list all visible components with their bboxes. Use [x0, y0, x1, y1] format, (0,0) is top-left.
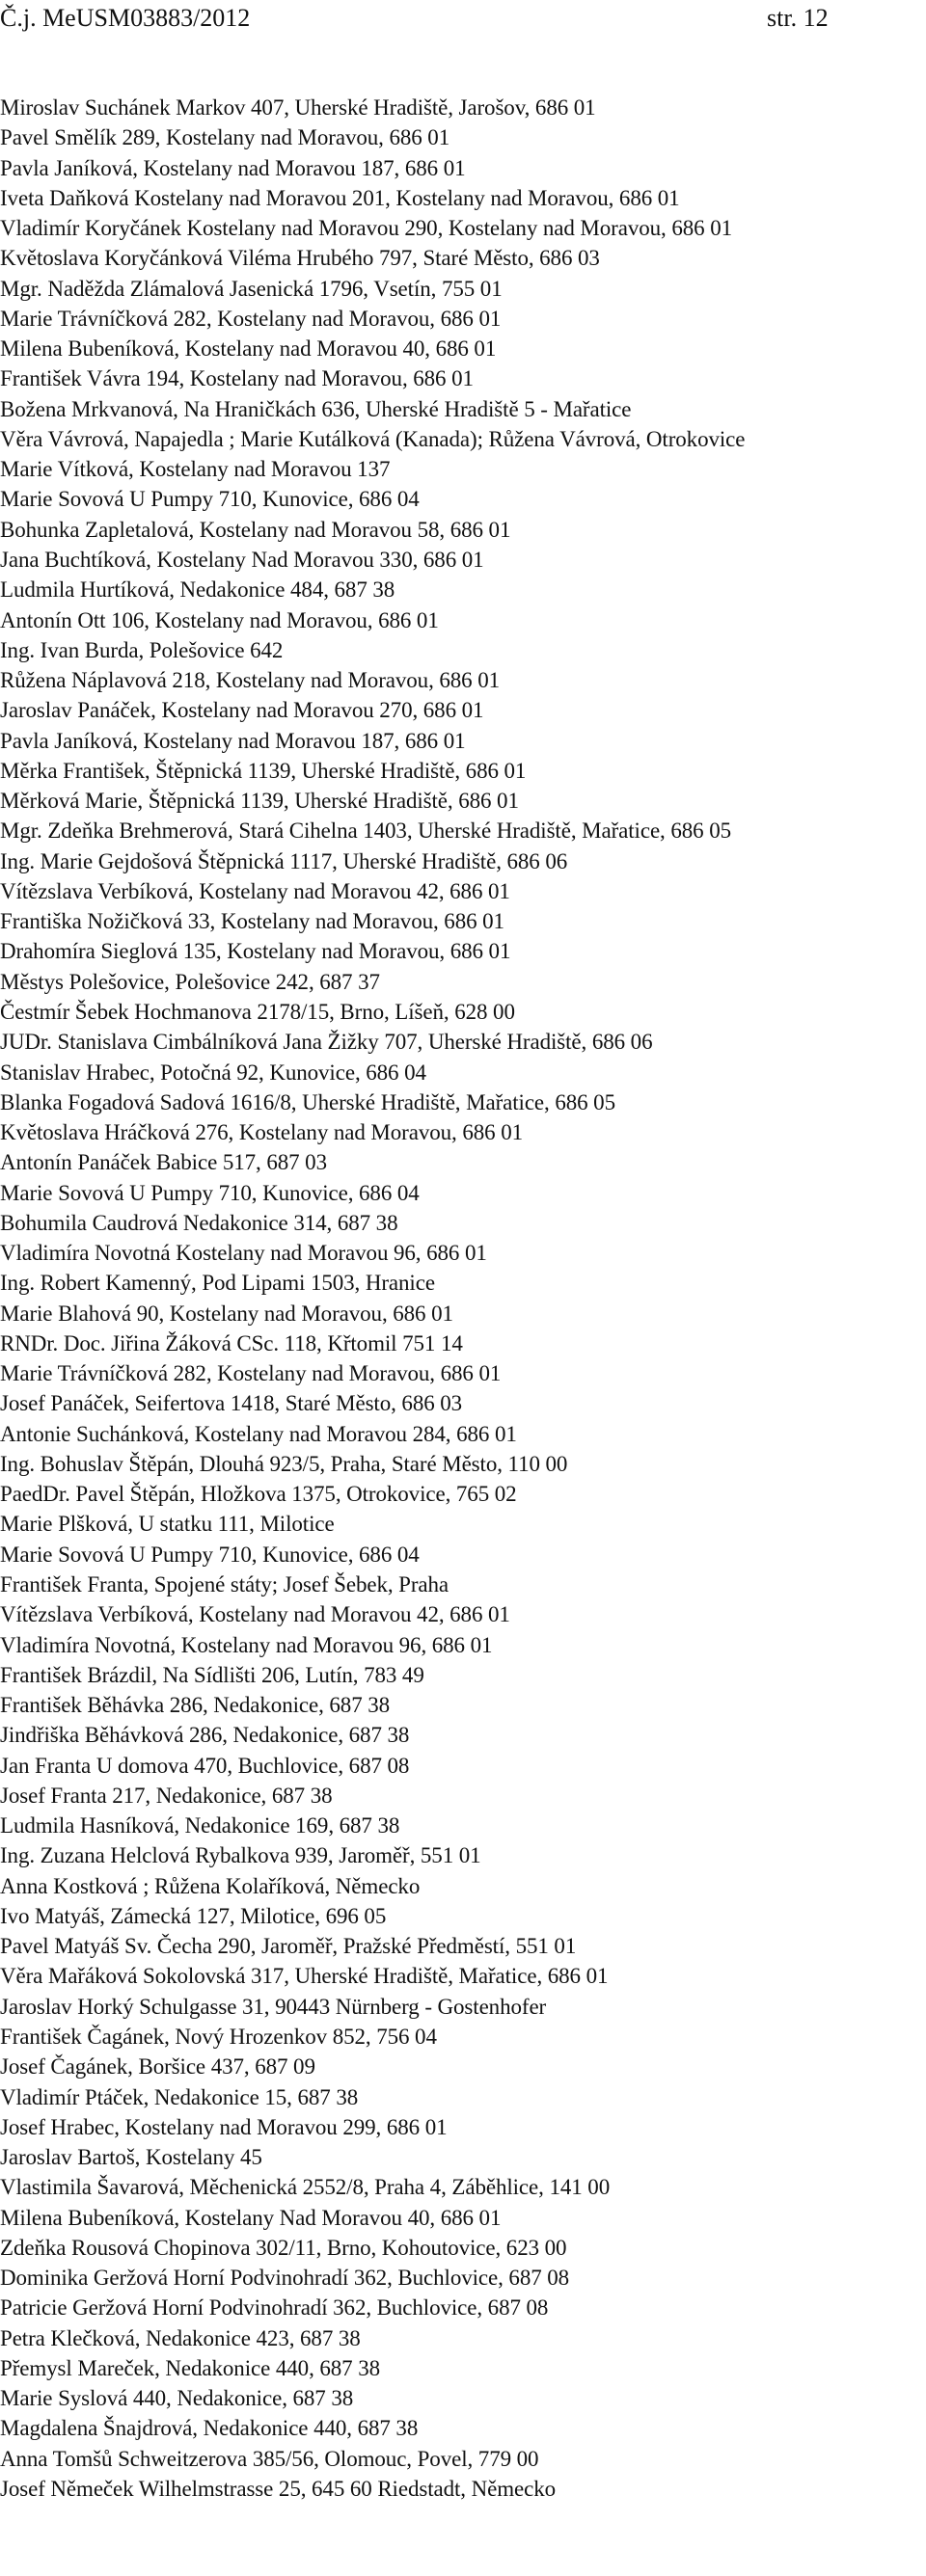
address-entry: Jan Franta U domova 470, Buchlovice, 687 08 — [0, 1753, 410, 1778]
address-entry: Anna Kostková ; Růžena Kolaříková, Německo — [0, 1873, 421, 1898]
address-entry: Pavel Matyáš Sv. Čecha 290, Jaroměř, Pražské Předměstí, 551 01 — [0, 1934, 577, 1959]
page-number: str. 12 — [767, 4, 829, 32]
address-entry: Vítězslava Verbíková, Kostelany nad Moravou 42, 686 01 — [0, 1602, 510, 1627]
address-entry: Marie Blahová 90, Kostelany nad Moravou, 686 01 — [0, 1301, 453, 1326]
address-entry: František Franta, Spojené státy; Josef Šebek, Praha — [0, 1572, 449, 1597]
address-entry: Ing. Robert Kamenný, Pod Lipami 1503, Hranice — [0, 1271, 435, 1296]
address-entry: Marie Vítková, Kostelany nad Moravou 137 — [0, 457, 391, 482]
address-entry: Bohunka Zapletalová, Kostelany nad Moravou 58, 686 01 — [0, 517, 511, 542]
address-entry: Mgr. Zdeňka Brehmerová, Stará Cihelna 1403, Uherské Hradiště, Mařatice, 686 05 — [0, 818, 732, 844]
address-entry: Přemysl Mareček, Nedakonice 440, 687 38 — [0, 2355, 381, 2380]
address-entry: Květoslava Hráčková 276, Kostelany nad Moravou, 686 01 — [0, 1120, 523, 1145]
address-entry: Blanka Fogadová Sadová 1616/8, Uherské Hradiště, Mařatice, 686 05 — [0, 1089, 615, 1114]
address-list — [0, 93, 926, 2504]
address-entry: Pavla Janíková, Kostelany nad Moravou 187, 686 01 — [0, 728, 466, 753]
address-entry: Miroslav Suchánek Markov 407, Uherské Hradiště, Jarošov, 686 01 — [0, 95, 596, 120]
address-entry: Magdalena Šnajdrová, Nedakonice 440, 687 38 — [0, 2416, 419, 2441]
address-entry: Marie Sovová U Pumpy 710, Kunovice, 686 04 — [0, 1542, 420, 1567]
address-entry: Ivo Matyáš, Zámecká 127, Milotice, 696 05 — [0, 1903, 387, 1928]
address-entry: Jaroslav Horký Schulgasse 31, 90443 Nürnberg - Gostenhofer — [0, 1994, 547, 2019]
address-entry: Ing. Bohuslav Štěpán, Dlouhá 923/5, Praha, Staré Město, 110 00 — [0, 1451, 568, 1476]
address-entry: Vítězslava Verbíková, Kostelany nad Moravou 42, 686 01 — [0, 878, 510, 903]
address-entry: Ing. Marie Gejdošová Štěpnická 1117, Uherské Hradiště, 686 06 — [0, 848, 568, 873]
address-entry: Marie Trávníčková 282, Kostelany nad Moravou, 686 01 — [0, 1361, 502, 1386]
address-entry: Josef Panáček, Seifertova 1418, Staré Město, 686 03 — [0, 1391, 463, 1416]
address-entry: Mgr. Naděžda Zlámalová Jasenická 1796, Vsetín, 755 01 — [0, 276, 503, 301]
address-entry: Měrková Marie, Štěpnická 1139, Uherské Hradiště, 686 01 — [0, 789, 519, 814]
address-entry: Ing. Zuzana Helclová Rybalkova 939, Jaroměř, 551 01 — [0, 1843, 481, 1868]
address-entry: Marie Sovová U Pumpy 710, Kunovice, 686 04 — [0, 487, 420, 512]
address-entry: Josef Hrabec, Kostelany nad Moravou 299, 686 01 — [0, 2114, 448, 2139]
address-entry: Božena Mrkvanová, Na Hraničkách 636, Uherské Hradiště 5 - Mařatice — [0, 396, 632, 421]
address-entry: Patricie Geržová Horní Podvinohradí 362, Buchlovice, 687 08 — [0, 2295, 549, 2321]
address-entry: Stanislav Hrabec, Potočná 92, Kunovice, 686 04 — [0, 1060, 426, 1085]
address-entry: Františka Nožičková 33, Kostelany nad Moravou, 686 01 — [0, 909, 504, 934]
address-entry: Měrka František, Štěpnická 1139, Uherské Hradiště, 686 01 — [0, 758, 527, 783]
address-entry: Ludmila Hurtíková, Nedakonice 484, 687 38 — [0, 577, 395, 603]
address-entry: Ludmila Hasníková, Nedakonice 169, 687 38 — [0, 1813, 400, 1838]
address-entry: Dominika Geržová Horní Podvinohradí 362, Buchlovice, 687 08 — [0, 2266, 570, 2291]
address-entry: Josef Franta 217, Nedakonice, 687 38 — [0, 1783, 333, 1808]
page-header — [0, 4, 926, 42]
address-entry: Marie Trávníčková 282, Kostelany nad Moravou, 686 01 — [0, 306, 502, 331]
address-entry: Ing. Ivan Burda, Polešovice 642 — [0, 637, 284, 662]
address-entry: František Brázdil, Na Sídlišti 206, Lutín, 783 49 — [0, 1662, 424, 1687]
address-entry: Vlastimila Šavarová, Měchenická 2552/8, Praha 4, Záběhlice, 141 00 — [0, 2175, 611, 2200]
address-entry: Pavel Smělík 289, Kostelany nad Moravou, 686 01 — [0, 125, 450, 150]
address-entry: Marie Syslová 440, Nedakonice, 687 38 — [0, 2386, 354, 2411]
address-entry: RNDr. Doc. Jiřina Žáková CSc. 118, Křtomil 751 14 — [0, 1330, 463, 1355]
address-entry: Marie Plšková, U statku 111, Milotice — [0, 1512, 335, 1537]
address-entry: Růžena Náplavová 218, Kostelany nad Moravou, 686 01 — [0, 668, 501, 693]
address-entry: František Vávra 194, Kostelany nad Moravou, 686 01 — [0, 366, 474, 391]
address-entry: Zdeňka Rousová Chopinova 302/11, Brno, Kohoutovice, 623 00 — [0, 2235, 567, 2260]
address-entry: Pavla Janíková, Kostelany nad Moravou 187, 686 01 — [0, 155, 466, 180]
address-entry: Milena Bubeníková, Kostelany nad Moravou 40, 686 01 — [0, 336, 497, 362]
address-entry: Josef Němeček Wilhelmstrasse 25, 645 60 Riedstadt, Německo — [0, 2476, 557, 2501]
address-entry: Květoslava Koryčánková Viléma Hrubého 797, Staré Město, 686 03 — [0, 246, 600, 271]
address-entry: Městys Polešovice, Polešovice 242, 687 37 — [0, 969, 380, 994]
address-entry: Iveta Daňková Kostelany nad Moravou 201, Kostelany nad Moravou, 686 01 — [0, 185, 680, 210]
address-entry: Jana Buchtíková, Kostelany Nad Moravou 330, 686 01 — [0, 547, 484, 572]
address-entry: Antonie Suchánková, Kostelany nad Moravou 284, 686 01 — [0, 1421, 517, 1446]
document-reference: Č.j. MeUSM03883/2012 — [0, 4, 251, 32]
address-entry: Čestmír Šebek Hochmanova 2178/15, Brno, Líšeň, 628 00 — [0, 999, 515, 1024]
address-entry: Bohumila Caudrová Nedakonice 314, 687 38 — [0, 1210, 398, 1235]
address-entry: Petra Klečková, Nedakonice 423, 687 38 — [0, 2325, 361, 2350]
address-entry: Jaroslav Bartoš, Kostelany 45 — [0, 2145, 262, 2170]
address-entry: Antonín Panáček Babice 517, 687 03 — [0, 1150, 327, 1175]
address-entry: Vladimíra Novotná, Kostelany nad Moravou 96, 686 01 — [0, 1632, 493, 1657]
address-entry: Josef Čagánek, Boršice 437, 687 09 — [0, 2054, 315, 2080]
address-entry: Drahomíra Sieglová 135, Kostelany nad Moravou, 686 01 — [0, 939, 511, 964]
address-entry: Jindřiška Běhávková 286, Nedakonice, 687 38 — [0, 1723, 410, 1748]
address-entry: Věra Mařáková Sokolovská 317, Uherské Hradiště, Mařatice, 686 01 — [0, 1964, 609, 1989]
address-entry: Vladimír Koryčánek Kostelany nad Moravou 290, Kostelany nad Moravou, 686 01 — [0, 216, 733, 241]
address-entry: Věra Vávrová, Napajedla ; Marie Kutálková (Kanada); Růžena Vávrová, Otrokovice — [0, 426, 746, 451]
address-entry: Vladimíra Novotná Kostelany nad Moravou 96, 686 01 — [0, 1241, 487, 1266]
address-entry: Milena Bubeníková, Kostelany Nad Moravou 40, 686 01 — [0, 2205, 502, 2230]
address-entry: František Běhávka 286, Nedakonice, 687 38 — [0, 1693, 391, 1718]
address-entry: PaedDr. Pavel Štěpán, Hložkova 1375, Otrokovice, 765 02 — [0, 1482, 517, 1507]
address-entry: Anna Tomšů Schweitzerova 385/56, Olomouc, Povel, 779 00 — [0, 2446, 539, 2471]
address-entry: František Čagánek, Nový Hrozenkov 852, 756 04 — [0, 2025, 437, 2049]
address-entry: Jaroslav Panáček, Kostelany nad Moravou 270, 686 01 — [0, 698, 484, 723]
address-entry: JUDr. Stanislava Cimbálníková Jana Žižky 707, Uherské Hradiště, 686 06 — [0, 1030, 653, 1055]
address-entry: Vladimír Ptáček, Nedakonice 15, 687 38 — [0, 2084, 359, 2109]
address-entry: Antonín Ott 106, Kostelany nad Moravou, 686 01 — [0, 607, 439, 632]
address-entry: Marie Sovová U Pumpy 710, Kunovice, 686 04 — [0, 1180, 420, 1205]
